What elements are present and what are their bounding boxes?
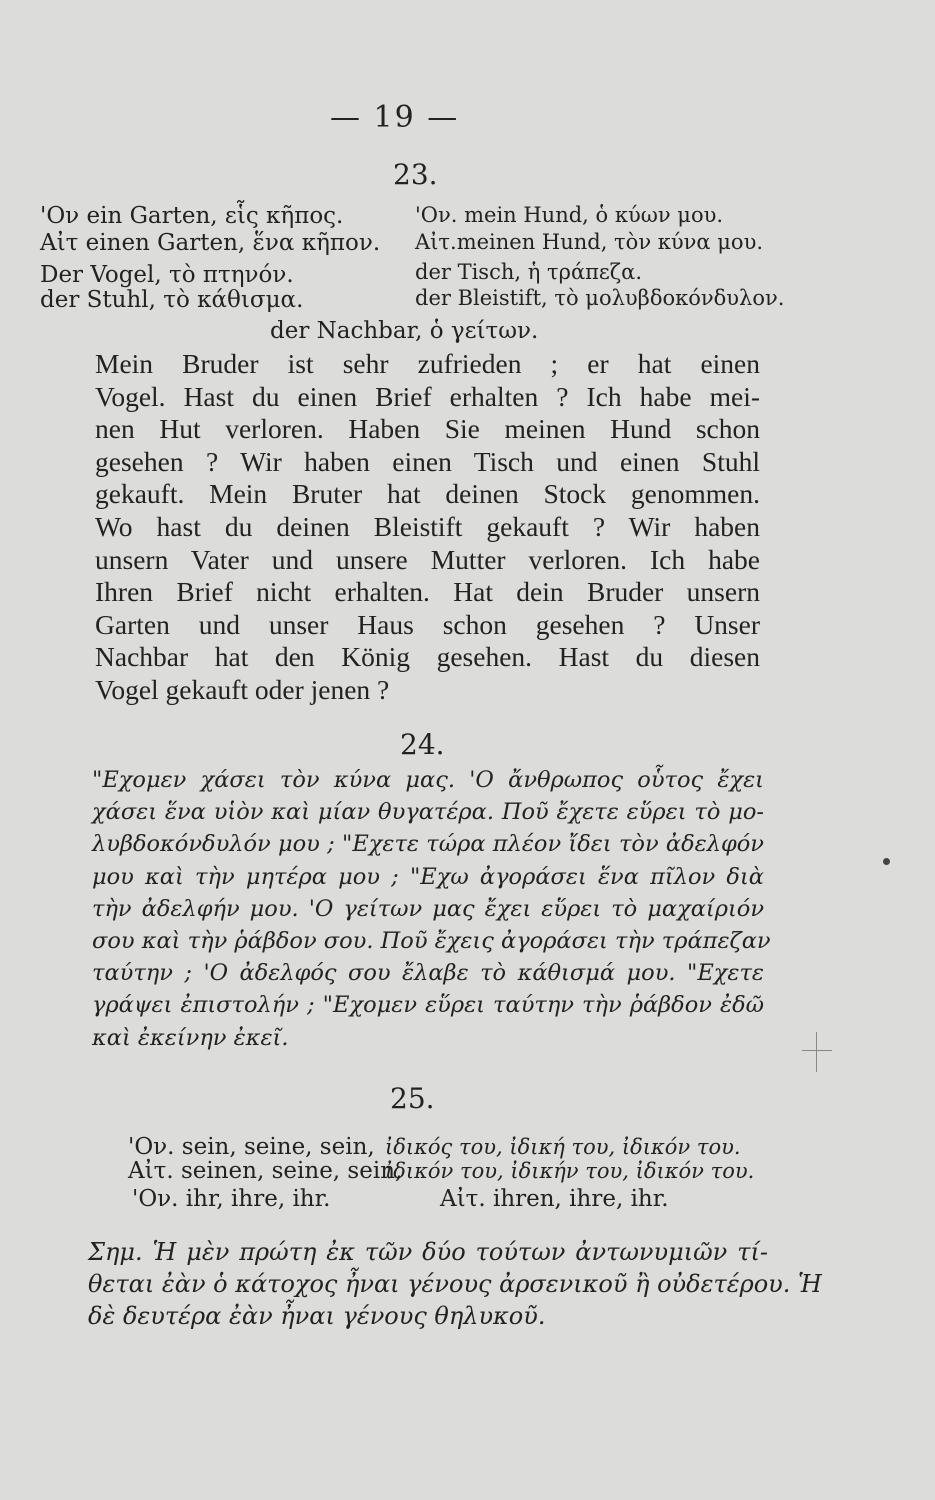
text-line: Vogel gekauft oder jenen ? xyxy=(95,673,390,705)
section-heading-25: 25. xyxy=(390,1082,435,1115)
vocab-23-right-4: der Bleistift, τὸ μολυβδοκόνδυλον. xyxy=(415,286,785,310)
text-line: gesehen ? Wir haben einen Tisch und einen Stuhl xyxy=(95,445,760,477)
text-line: Nachbar hat den König gesehen. Hast du diesen xyxy=(95,641,760,673)
section-heading-23: 23. xyxy=(393,158,438,191)
vocab-23-left-4: der Stuhl, τὸ κάθισμα. xyxy=(40,287,304,313)
text-line: Ihren Brief nicht erhalten. Hat dein Bruder unsern xyxy=(95,576,760,608)
text-line: Mein Bruder ist sehr zufrieden ; er hat einen xyxy=(95,348,760,379)
text-line: χάσει ἕνα υἱὸν καὶ μίαν θυγατέρα. Ποῦ ἔχετε εὕρει τὸ μο- xyxy=(92,799,764,826)
text-line: μου καὶ τὴν μητέρα μου ; "Εχω ἀγοράσει ἕνα πῖλον διὰ xyxy=(92,863,764,890)
text-line: ταύτην ; 'Ο ἀδελφός σου ἔλαβε τὸ κάθισμά μου. "Εχετε xyxy=(92,960,764,987)
text-line: Vogel. Hast du einen Brief erhalten ? Ich habe mei- xyxy=(95,380,760,412)
page-number: — 19 — xyxy=(330,100,460,135)
text-line: "Εχομεν χάσει τὸν κύνα μας. 'Ο ἄνθρωπος οὗτος ἔχει xyxy=(92,767,764,793)
note-25-text xyxy=(88,1236,822,1332)
vocab-23-left-3: Der Vogel, τὸ πτηνόν. xyxy=(40,262,294,288)
text-line: σου καὶ τὴν ῥάβδον σου. Ποῦ ἔχεις ἀγοράσει τὴν τράπεζαν xyxy=(92,928,771,955)
text-line: unsern Vater und unsere Mutter verloren. Ich habe xyxy=(95,543,760,575)
text-line: λυβδοκόνδυλόν μου ; "Εχετε τώρα πλέον ἴδει τὸν ἀδελφόν xyxy=(92,831,764,858)
text-line: Wo hast du deinen Bleistift gekauft ? Wir haben xyxy=(95,510,760,542)
vocab-23-center: der Nachbar, ὁ γείτων. xyxy=(270,318,539,344)
vocab-25-row-2-german: Αἰτ. seinen, seine, sein, xyxy=(128,1158,403,1184)
vocab-25-row-3-right: Αἰτ. ihren, ihre, ihr. xyxy=(440,1186,669,1212)
text-line: Garten und unser Haus schon gesehen ? Unser xyxy=(95,608,760,640)
exercise-24-text xyxy=(92,764,771,1054)
pencil-mark-vertical xyxy=(816,1032,817,1072)
text-line: γράψει ἐπιστολήν ; "Εχομεν εὕρει ταύτην τὴν ῥάβδον ἐδῶ xyxy=(92,992,764,1019)
text-line: nen Hut verloren. Haben Sie meinen Hund schon xyxy=(95,413,760,445)
vocab-25-row-1-greek: ἰδικός του, ἰδική του, ἰδικόν του. xyxy=(385,1135,741,1159)
vocab-25-row-3-left: 'Ον. ihr, ihre, ihr. xyxy=(132,1186,331,1212)
text-line: δὲ δευτέρα ἐὰν ἦναι γένους θηλυκοῦ. xyxy=(88,1302,546,1330)
text-line: Σημ. Ἡ μὲν πρώτη ἐκ τῶν δύο τούτων ἀντωνυμιῶν τί- xyxy=(88,1238,768,1266)
vocab-23-right-1: 'Ον. mein Hund, ὁ κύων μου. xyxy=(415,203,724,227)
vocab-23-left-1: 'Ον ein Garten, εἷς κῆπος. xyxy=(40,203,344,229)
text-line: θεται ἐὰν ὁ κάτοχος ἦναι γένους ἀρσενικοῦ ἢ οὐδετέρου. Ἡ xyxy=(88,1270,822,1298)
vocab-23-right-2: Αἰτ.meinen Hund, τὸν κύνα μου. xyxy=(415,230,764,254)
pencil-mark-horizontal xyxy=(802,1050,832,1051)
text-line: gekauft. Mein Bruter hat deinen Stock genommen. xyxy=(95,478,760,510)
vocab-25-row-1-german: 'Ον. sein, seine, sein, xyxy=(128,1134,375,1160)
text-line: καὶ ἐκείνην ἐκεῖ. xyxy=(92,1024,289,1051)
vocab-23-right-3: der Tisch, ἡ τράπεζα. xyxy=(415,260,643,284)
vocab-23-left-2: Αἰτ einen Garten, ἕνα κῆπον. xyxy=(40,230,381,256)
text-line: τὴν ἀδελφήν μου. 'Ο γείτων μας ἔχει εὕρει τὸ μαχαίριόν xyxy=(92,895,764,922)
ink-dot-mark xyxy=(883,858,890,865)
exercise-23-text xyxy=(95,348,760,707)
vocab-25-row-2-greek: ἰδικόν του, ἰδικήν του, ἰδικόν του. xyxy=(385,1159,755,1183)
section-heading-24: 24. xyxy=(400,728,445,761)
